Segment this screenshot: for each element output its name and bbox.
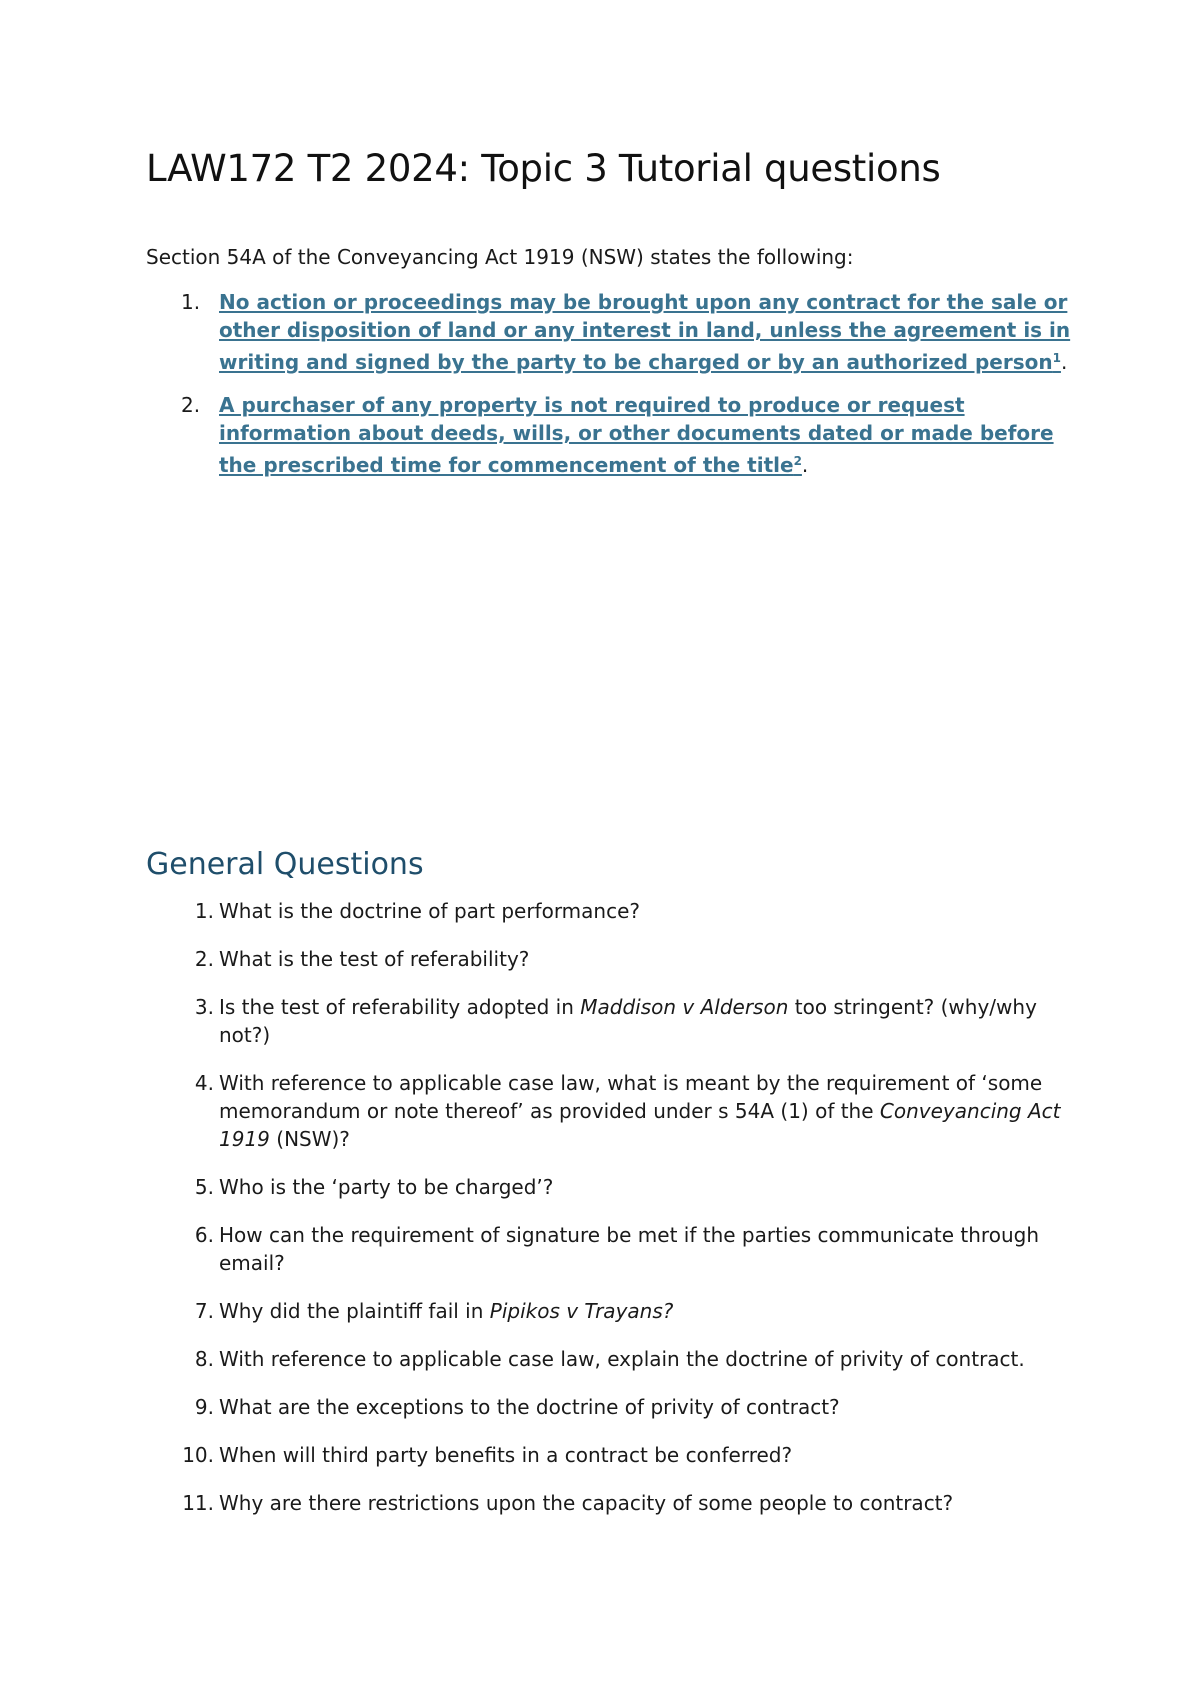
question-text: When will third party benefits in a contract be conferred? [219, 1443, 793, 1467]
punctuation: . [801, 453, 809, 477]
footnote-ref[interactable]: 2 [793, 454, 802, 468]
statute-link[interactable] [219, 290, 1070, 374]
question-item [146, 1221, 1086, 1277]
question-item [146, 945, 1086, 973]
punctuation: . [1060, 350, 1068, 374]
question-item [146, 993, 1086, 1049]
question-text-end: (NSW)? [269, 1127, 350, 1151]
page-title: LAW172 T2 2024: Topic 3 Tutorial questions [146, 147, 941, 190]
statute-link-text: No action or proceedings may be brought upon any contract for the sale or other disposition of land or any interest in land, unless the agreement is in writing and signed by the party to be charged or by an authorized person [219, 290, 1071, 374]
list-number: 8. [194, 1347, 214, 1371]
question-text: What are the exceptions to the doctrine of privity of contract? [219, 1395, 840, 1419]
section-heading: General Questions [146, 847, 424, 882]
question-text: How can the requirement of signature be met if the parties communicate through email? [219, 1223, 1039, 1275]
question-text: Is the test of referability adopted in [219, 995, 581, 1019]
question-text-end: too stringent? (why/why not?) [219, 995, 1037, 1047]
list-number: 9. [194, 1395, 214, 1419]
question-item [146, 1173, 1086, 1201]
question-text: What is the test of referability? [219, 947, 530, 971]
question-text: Why are there restrictions upon the capacity of some people to contract? [219, 1491, 954, 1515]
list-number: 1. [194, 899, 214, 923]
footnote-ref[interactable]: 1 [1052, 351, 1061, 365]
question-item [146, 1069, 1086, 1153]
question-item [146, 1345, 1086, 1373]
list-number: 7. [194, 1299, 214, 1323]
statute-link[interactable] [219, 393, 1054, 477]
statute-item [146, 288, 1076, 376]
case-name: Pipikos v Trayans? [489, 1299, 674, 1323]
intro-text: Section 54A of the Conveyancing Act 1919 (NSW) states the following: [146, 245, 854, 269]
list-number: 6. [194, 1223, 214, 1247]
question-item [146, 1393, 1086, 1421]
question-text: With reference to applicable case law, what is meant by the requirement of ‘some memorandum or note thereof’ as provided under s 54A (1) of the [219, 1071, 1043, 1123]
list-number: 4. [194, 1071, 214, 1095]
list-number: 2. [181, 393, 201, 417]
statute-item [146, 391, 1076, 479]
list-number: 11. [182, 1491, 214, 1515]
statute-list [146, 288, 1076, 494]
act-name: Conveyancing Act 1919 [219, 1099, 1061, 1151]
list-number: 5. [194, 1175, 214, 1199]
question-item [146, 1441, 1086, 1469]
question-text: Why did the plaintiff fail in [219, 1299, 490, 1323]
questions-list [146, 897, 1086, 1537]
case-name: Maddison v Alderson [580, 995, 789, 1019]
question-item [146, 1489, 1086, 1517]
list-number: 1. [181, 290, 201, 314]
question-text: What is the doctrine of part performance? [219, 899, 641, 923]
question-item [146, 1297, 1086, 1325]
list-number: 10. [182, 1443, 214, 1467]
statute-link-text: A purchaser of any property is not required to produce or request information about deeds, wills, or other documents dated or made before the prescribed time for commencement of the title [219, 393, 1054, 477]
question-item [146, 897, 1086, 925]
question-text: With reference to applicable case law, explain the doctrine of privity of contract. [219, 1347, 1025, 1371]
list-number: 2. [194, 947, 214, 971]
question-text: Who is the ‘party to be charged’? [219, 1175, 554, 1199]
list-number: 3. [194, 995, 214, 1019]
